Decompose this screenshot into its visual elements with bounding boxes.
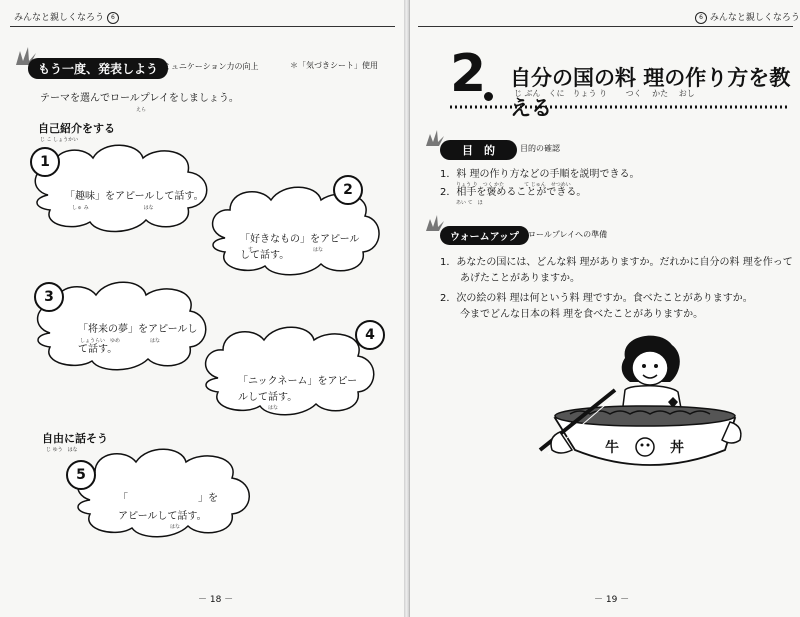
free-heading: 自由に話そう	[42, 432, 108, 445]
page-number-19: － 19 －	[594, 595, 630, 605]
bubble-number-1: 1	[30, 147, 60, 177]
bubble-3-line1: 「将来の夢」をアピールし	[78, 324, 198, 335]
intro-heading-ruby: じ こ しょうかい	[40, 137, 79, 143]
running-head-number: 6	[695, 12, 707, 24]
left-running-head	[14, 10, 119, 24]
lesson-number: 2	[450, 44, 485, 104]
bubble-4-line2: ルして話す。	[238, 392, 298, 403]
gyudon-illustration	[520, 330, 760, 490]
bubble-number-5: 5	[66, 460, 96, 490]
bubble-1-ruby: しゅ み はな	[72, 205, 154, 211]
question-1-line2: あげたことがありますか。	[440, 273, 580, 284]
free-heading-ruby: じ ゆう はな	[46, 447, 78, 453]
bubble-number-2: 2	[333, 175, 363, 205]
bubble-5-line2: アピールして話す。	[118, 511, 207, 522]
goal-description: 目的の確認	[520, 144, 560, 153]
section-pill-present-again: もう一度、発表しよう	[28, 58, 168, 79]
bubble-3-line2: て話す。	[78, 344, 118, 355]
goal-pill: 目 的	[440, 140, 517, 160]
bowl-char-gyu: 牛	[605, 440, 619, 456]
usage-note: ＊「気づきシート」使用	[290, 61, 378, 70]
head-rule	[418, 26, 793, 27]
bubble-5-line1: 「 」を	[118, 493, 218, 504]
lesson-title: 自分の国の料 理の作り方を教える	[510, 66, 791, 120]
warmup-description: ロールプレイへの準備	[528, 230, 608, 239]
running-head-number: 6	[107, 12, 119, 24]
instruction-ruby: えら	[136, 107, 147, 113]
bubble-number-4: 4	[355, 320, 385, 350]
goal-2-ruby: あい て ほ	[456, 200, 483, 206]
question-2-line1: 2．次の絵の料 理は何という料 理ですか。食べたことがありますか。	[440, 293, 753, 304]
goal-2: 2．相手を褒めることができる。	[440, 187, 587, 198]
goal-1-ruby: りょう り つく かた て じゅん せつめい	[456, 182, 571, 188]
warmup-pill: ウォームアップ	[440, 226, 529, 245]
bubble-number-3: 3	[34, 282, 64, 312]
page-number-18: － 18 －	[198, 595, 234, 605]
bubble-1-line1: 「趣味」をアピールして話す。	[65, 191, 204, 202]
running-head-text: みんなと親しくなろう	[709, 13, 800, 23]
bubble-3-ruby: しょうらい ゆめ はな	[80, 338, 161, 344]
bubble-2-ruby: す はな	[248, 247, 324, 253]
bubble-5-ruby: はな	[170, 524, 181, 530]
head-rule	[10, 26, 395, 27]
bubble-4-line1: 「ニックネーム」をアピー	[238, 376, 358, 387]
right-page	[409, 0, 800, 617]
intro-heading: 自己紹介をする	[38, 122, 115, 135]
instruction-text: テーマを選んでロールプレイをしましょう。	[40, 93, 239, 104]
question-2-line2: 今までどんな日本の料 理を食べたことがありますか。	[440, 309, 704, 320]
goal-1: 1．料 理の作り方などの手順を説明できる。	[440, 169, 640, 180]
lesson-title-ruby: じ ぶん くに りょう り つく かた おし	[514, 89, 695, 98]
title-dotted-rule	[450, 104, 790, 110]
bubble-2-line2: して話す。	[240, 250, 290, 261]
bowl-char-don: 丼	[670, 440, 684, 456]
right-running-head	[695, 10, 800, 24]
bubble-4-ruby: はな	[268, 405, 279, 411]
question-1-line1: 1．あなたの国には、どんな料 理がありますか。だれかに自分の料 理を作って	[440, 257, 793, 268]
section-description: コミュニケーション力の向上	[155, 62, 259, 71]
lesson-number-dot	[484, 92, 493, 101]
running-head-text: みんなと親しくなろう	[14, 13, 105, 23]
bubble-2-line1: 「好きなもの」をアピール	[240, 234, 360, 245]
